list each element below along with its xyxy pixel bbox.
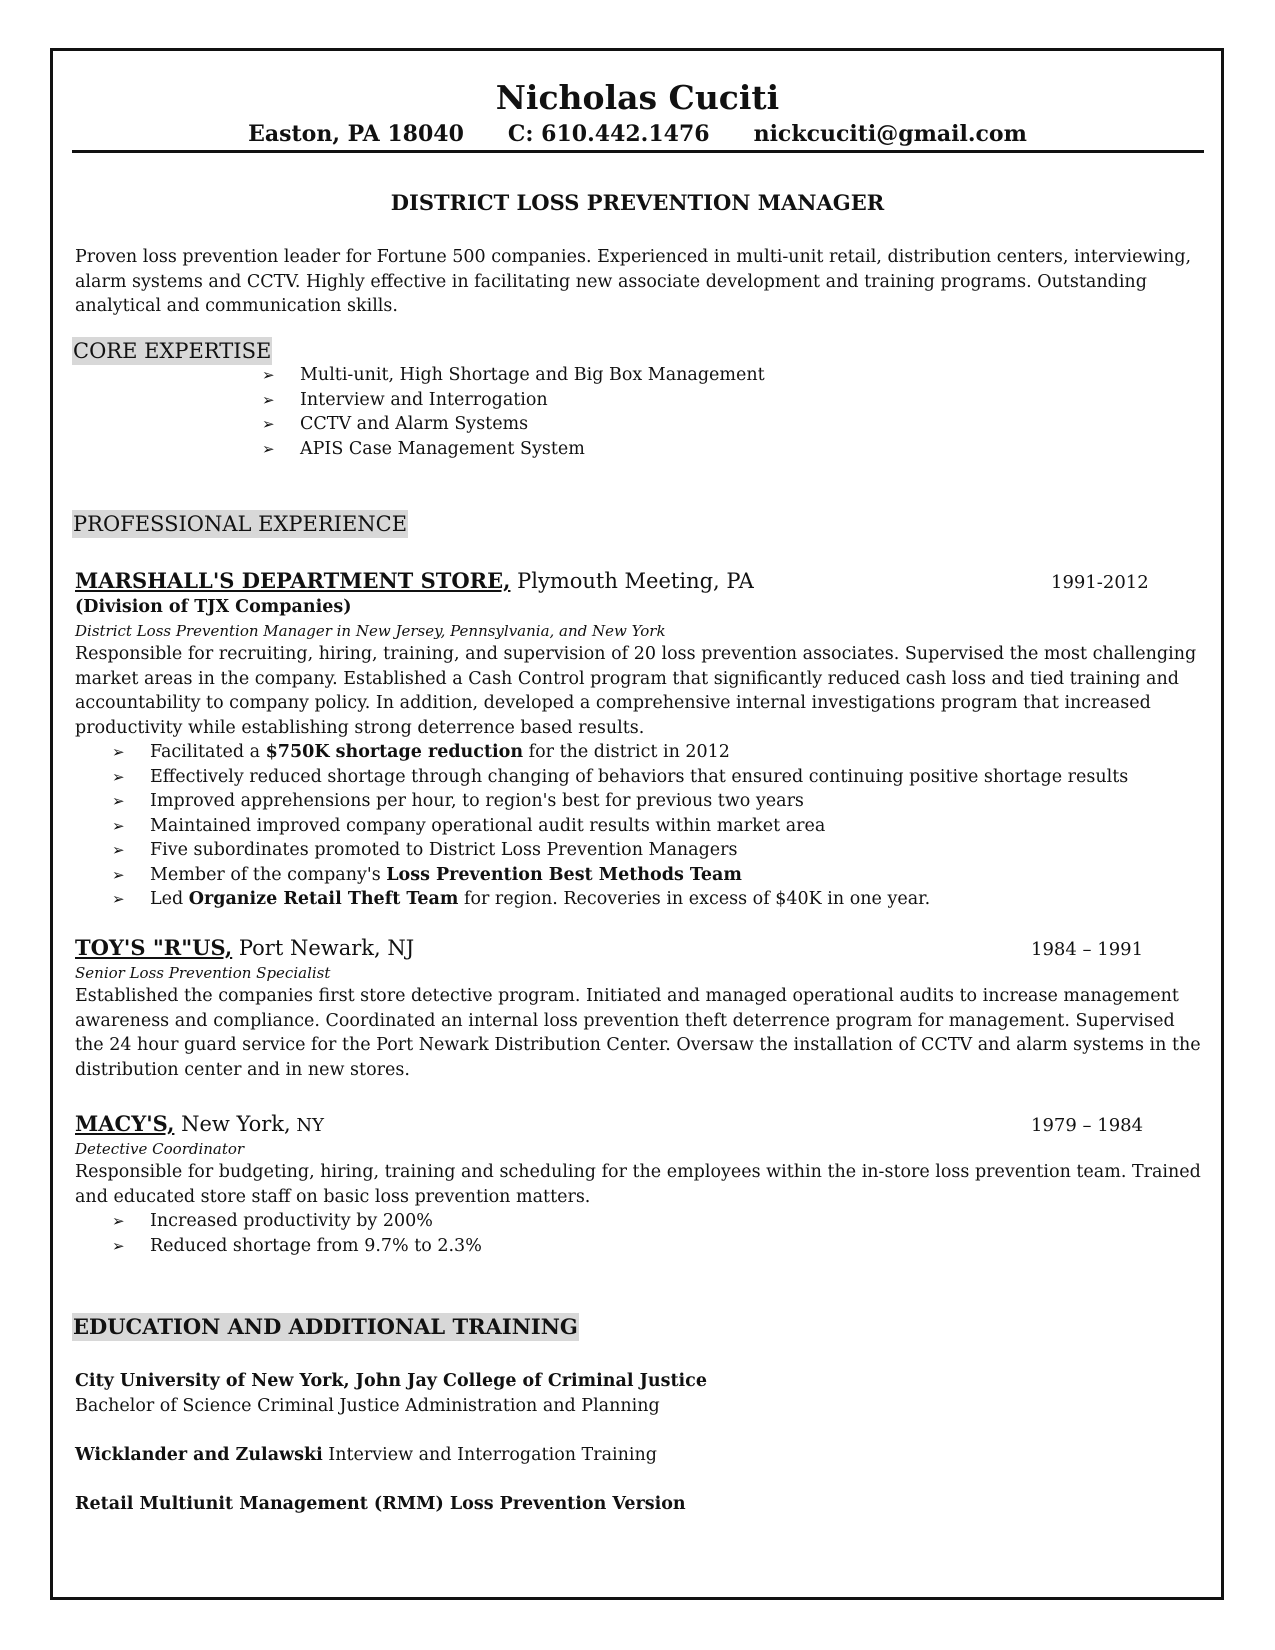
arrow-bullet-icon: ➢ [112,767,125,786]
contact-line [0,121,1275,147]
arrow-bullet-icon: ➢ [112,865,125,884]
core-expertise-heading: CORE EXPERTISE [73,339,272,363]
list-item: ➢ Multi-unit, High Shortage and Big Box Management [300,363,765,388]
arrow-bullet-icon: ➢ [112,792,125,810]
list-item: ➢ Effectively reduced shortage through changing of behaviors that ensured continuing positive shortage results [150,765,1128,790]
training-rmm: Retail Multiunit Management (RMM) Loss Prevention Version [75,1494,686,1514]
job-role: Detective Coordinator [75,1140,245,1158]
list-item: ➢ CCTV and Alarm Systems [300,412,765,437]
job-macys-header [75,1111,324,1136]
arrow-bullet-icon: ➢ [262,415,275,433]
list-item: ➢ APIS Case Management System [300,437,765,462]
job-title: DISTRICT LOSS PREVENTION MANAGER [390,190,885,215]
list-item: ➢ Maintained improved company operational audit results within market area [150,814,1128,839]
company-name: MARSHALL'S DEPARTMENT STORE, [75,568,511,593]
arrow-bullet-icon: ➢ [262,390,275,409]
list-item: ➢ Increased productivity by 200% [150,1209,482,1234]
company-location: Plymouth Meeting, PA [510,569,754,593]
company-name: MACY'S, [75,1111,175,1136]
candidate-name: Nicholas Cuciti [495,78,780,117]
arrow-bullet-icon: ➢ [262,366,275,384]
job-achievements [112,740,1129,912]
email: nickcuciti@gmail.com [753,121,1027,147]
core-expertise-list [262,363,765,461]
list-item: ➢ Five subordinates promoted to District Loss Prevention Managers [150,838,1128,863]
job-description: Responsible for budgeting, hiring, training and scheduling for the employees within the in-store loss prevention team. Trained and educated store staff on basic loss prevention matters. [75,1162,1201,1207]
job-dates: 1979 – 1984 [1031,1115,1144,1136]
experience-heading: PROFESSIONAL EXPERIENCE [73,512,408,536]
job-role: District Loss Prevention Manager in New Jersey, Pennsylvania, and New York [75,622,666,640]
company-division: (Division of TJX Companies) [75,597,352,617]
arrow-bullet-icon: ➢ [262,439,275,458]
list-item: ➢ Led Organize Retail Theft Team for region. Recoveries in excess of $40K in one year. [150,887,1128,912]
list-item: ➢ Interview and Interrogation [300,388,765,413]
list-item: ➢ Facilitated a $750K shortage reduction for the district in 2012 [150,740,1128,765]
phone: C: 610.442.1476 [507,121,710,147]
job-achievements [112,1209,482,1258]
arrow-bullet-icon: ➢ [112,890,125,908]
job-dates: 1991-2012 [1051,572,1149,593]
company-state: NY [290,1115,325,1136]
header-rule [72,150,1204,153]
company-name: TOY'S "R"US, [75,935,233,960]
education-school: City University of New York, John Jay College of Criminal Justice [75,1371,707,1391]
list-item: ➢ Improved apprehensions per hour, to region's best for previous two years [150,789,1128,814]
education-heading: EDUCATION AND ADDITIONAL TRAINING [73,1314,578,1339]
job-dates: 1984 – 1991 [1031,939,1144,960]
job-toysrus-header [75,935,414,960]
location: Easton, PA 18040 [248,121,464,147]
arrow-bullet-icon: ➢ [112,816,125,835]
job-description: Established the companies first store detective program. Initiated and managed operational audits to increase management awareness and compliance. Coordinated an internal loss prevention theft deterrence program for management. Supervised the 24 hour guard service for the Port Newark Distribution Center. Oversaw the installation of CCTV and alarm systems in the distribution center and in new stores. [75,986,1201,1080]
summary: Proven loss prevention leader for Fortune 500 companies. Experienced in multi-unit retail, distribution centers, interviewing, alarm systems and CCTV. Highly effective in facilitating new associate development and training programs. Outstanding analytical and communication skills. [75,247,1192,316]
company-location: Port Newark, NJ [232,936,415,960]
job-marshalls-header [75,568,754,593]
job-description: Responsible for recruiting, hiring, training, and supervision of 20 loss prevention associates. Supervised the most challenging market areas in the company. Established a Cash Control program that significantly reduced cash loss and tied training and accountability to company policy. In addition, developed a comprehensive internal investigations program that increased productivity while establishing strong deterrence based results. [75,644,1197,738]
list-item: ➢ Member of the company's Loss Prevention Best Methods Team [150,863,1128,888]
job-role: Senior Loss Prevention Specialist [75,964,331,982]
list-item: ➢ Reduced shortage from 9.7% to 2.3% [150,1234,482,1259]
arrow-bullet-icon: ➢ [112,1212,125,1230]
education-degree: Bachelor of Science Criminal Justice Administration and Planning [75,1396,660,1416]
company-location: New York, [174,1112,291,1136]
arrow-bullet-icon: ➢ [112,1236,125,1255]
training-wicklander: Wicklander and Zulawski Interview and Interrogation Training [75,1445,657,1465]
arrow-bullet-icon: ➢ [112,743,125,761]
arrow-bullet-icon: ➢ [112,841,125,859]
